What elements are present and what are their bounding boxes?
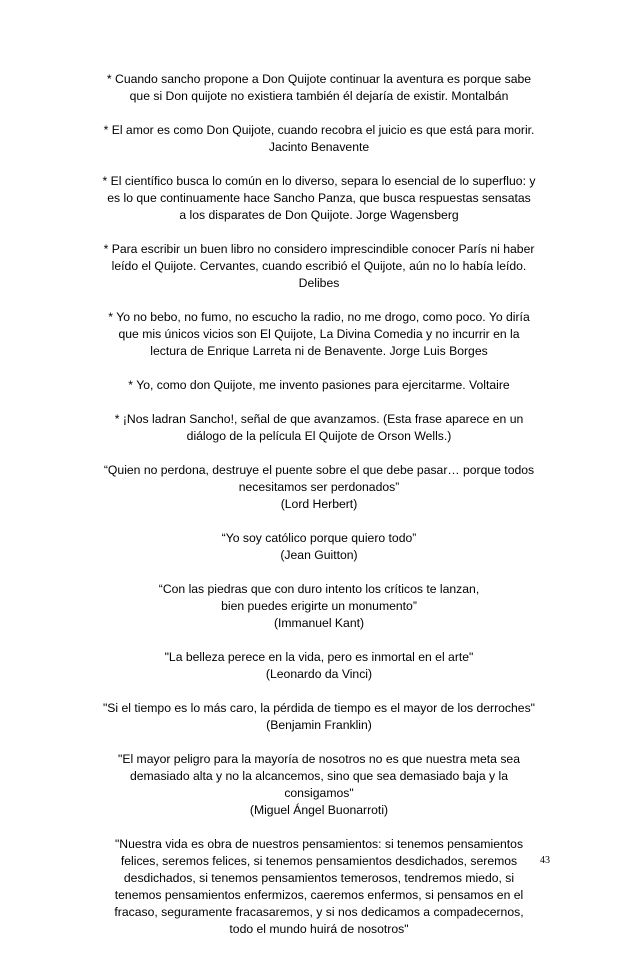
quote-paragraph bbox=[86, 462, 552, 513]
quote-author: (Immanuel Kant) bbox=[273, 616, 365, 630]
quote-line: es lo que continuamente hace Sancho Panza, que busca respuestas sensatas bbox=[107, 191, 531, 205]
quote-line: necesitamos ser perdonados” bbox=[238, 480, 400, 494]
quote-author: (Miguel Ángel Buonarroti) bbox=[249, 803, 389, 817]
quote-line: diálogo de la película El Quijote de Orson Wells.) bbox=[186, 429, 452, 443]
quote-line: consigamos" bbox=[284, 786, 354, 800]
quote-paragraph bbox=[86, 581, 552, 632]
quote-line: “Quien no perdona, destruye el puente sobre el que debe pasar… porque todos bbox=[103, 463, 535, 477]
quote-line: "La belleza perece en la vida, pero es inmortal en el arte" bbox=[164, 650, 474, 664]
quote-paragraph bbox=[86, 309, 552, 360]
document-page bbox=[86, 71, 552, 955]
quote-line: leído el Quijote. Cervantes, cuando escribió el Quijote, aún no lo había leído. bbox=[111, 259, 527, 273]
page-number: 43 bbox=[540, 855, 550, 866]
quote-line: todo el mundo huirá de nosotros" bbox=[229, 922, 409, 936]
quote-paragraph bbox=[86, 836, 552, 938]
quote-line: * Para escribir un buen libro no considero imprescindible conocer París ni haber bbox=[103, 242, 535, 256]
quote-paragraph bbox=[86, 377, 552, 394]
quote-line: * Cuando sancho propone a Don Quijote continuar la aventura es porque sabe bbox=[106, 72, 532, 86]
quote-line: que mis únicos vicios son El Quijote, La Divina Comedia y no incurrir en la bbox=[118, 327, 520, 341]
quote-line: * ¡Nos ladran Sancho!, señal de que avanzamos. (Esta frase aparece en un bbox=[114, 412, 524, 426]
quote-line: "Nuestra vida es obra de nuestros pensamientos: si tenemos pensamientos bbox=[114, 837, 524, 851]
quote-line: bien puedes erigirte un monumento” bbox=[221, 599, 417, 613]
quote-line: “Yo soy católico porque quiero todo” bbox=[221, 531, 417, 545]
quote-line: a los disparates de Don Quijote. Jorge Wagensberg bbox=[179, 208, 459, 222]
quote-line: "Si el tiempo es lo más caro, la pérdida de tiempo es el mayor de los derroches" bbox=[102, 701, 536, 715]
quote-author: Delibes bbox=[298, 276, 340, 290]
quote-paragraph bbox=[86, 530, 552, 564]
quote-line: * Yo, como don Quijote, me invento pasiones para ejercitarme. Voltaire bbox=[128, 378, 510, 392]
quote-line: lectura de Enrique Larreta ni de Benavente. Jorge Luis Borges bbox=[150, 344, 488, 358]
quote-author: (Lord Herbert) bbox=[280, 497, 358, 511]
quote-line: fracaso, seguramente fracasaremos, y si nos dedicamos a compadecernos, bbox=[114, 905, 524, 919]
quote-paragraph bbox=[86, 700, 552, 734]
quote-paragraph bbox=[86, 649, 552, 683]
quote-line: * El amor es como Don Quijote, cuando recobra el juicio es que está para morir. bbox=[103, 123, 535, 137]
quote-author: (Leonardo da Vinci) bbox=[265, 667, 373, 681]
quote-line: * Yo no bebo, no fumo, no escucho la radio, no me drogo, como poco. Yo diría bbox=[108, 310, 530, 324]
quote-line: que si Don quijote no existiera también él dejaría de existir. Montalbán bbox=[129, 89, 509, 103]
quote-author: (Jean Guitton) bbox=[280, 548, 358, 562]
quote-line: desdichados, si tenemos pensamientos temerosos, tendremos miedo, si bbox=[123, 871, 515, 885]
quote-paragraph bbox=[86, 241, 552, 292]
quote-line: felices, seremos felices, si tenemos pensamientos desdichados, seremos bbox=[120, 854, 518, 868]
quote-line: * El científico busca lo común en lo diverso, separa lo esencial de lo superfluo: y bbox=[102, 174, 536, 188]
quote-author: Jacinto Benavente bbox=[268, 140, 370, 154]
quote-line: tenemos pensamientos enfermizos, caeremos enfermos, si pensamos en el bbox=[114, 888, 524, 902]
quote-paragraph bbox=[86, 71, 552, 105]
quote-line: demasiado alta y no la alcancemos, sino que sea demasiado baja y la bbox=[129, 769, 509, 783]
quote-line: "El mayor peligro para la mayoría de nosotros no es que nuestra meta sea bbox=[118, 752, 520, 766]
quote-line: “Con las piedras que con duro intento los críticos te lanzan, bbox=[158, 582, 480, 596]
quote-paragraph bbox=[86, 122, 552, 156]
quote-paragraph bbox=[86, 173, 552, 224]
quote-paragraph bbox=[86, 411, 552, 445]
quote-paragraph bbox=[86, 751, 552, 819]
quote-author: (Benjamin Franklin) bbox=[266, 718, 372, 732]
